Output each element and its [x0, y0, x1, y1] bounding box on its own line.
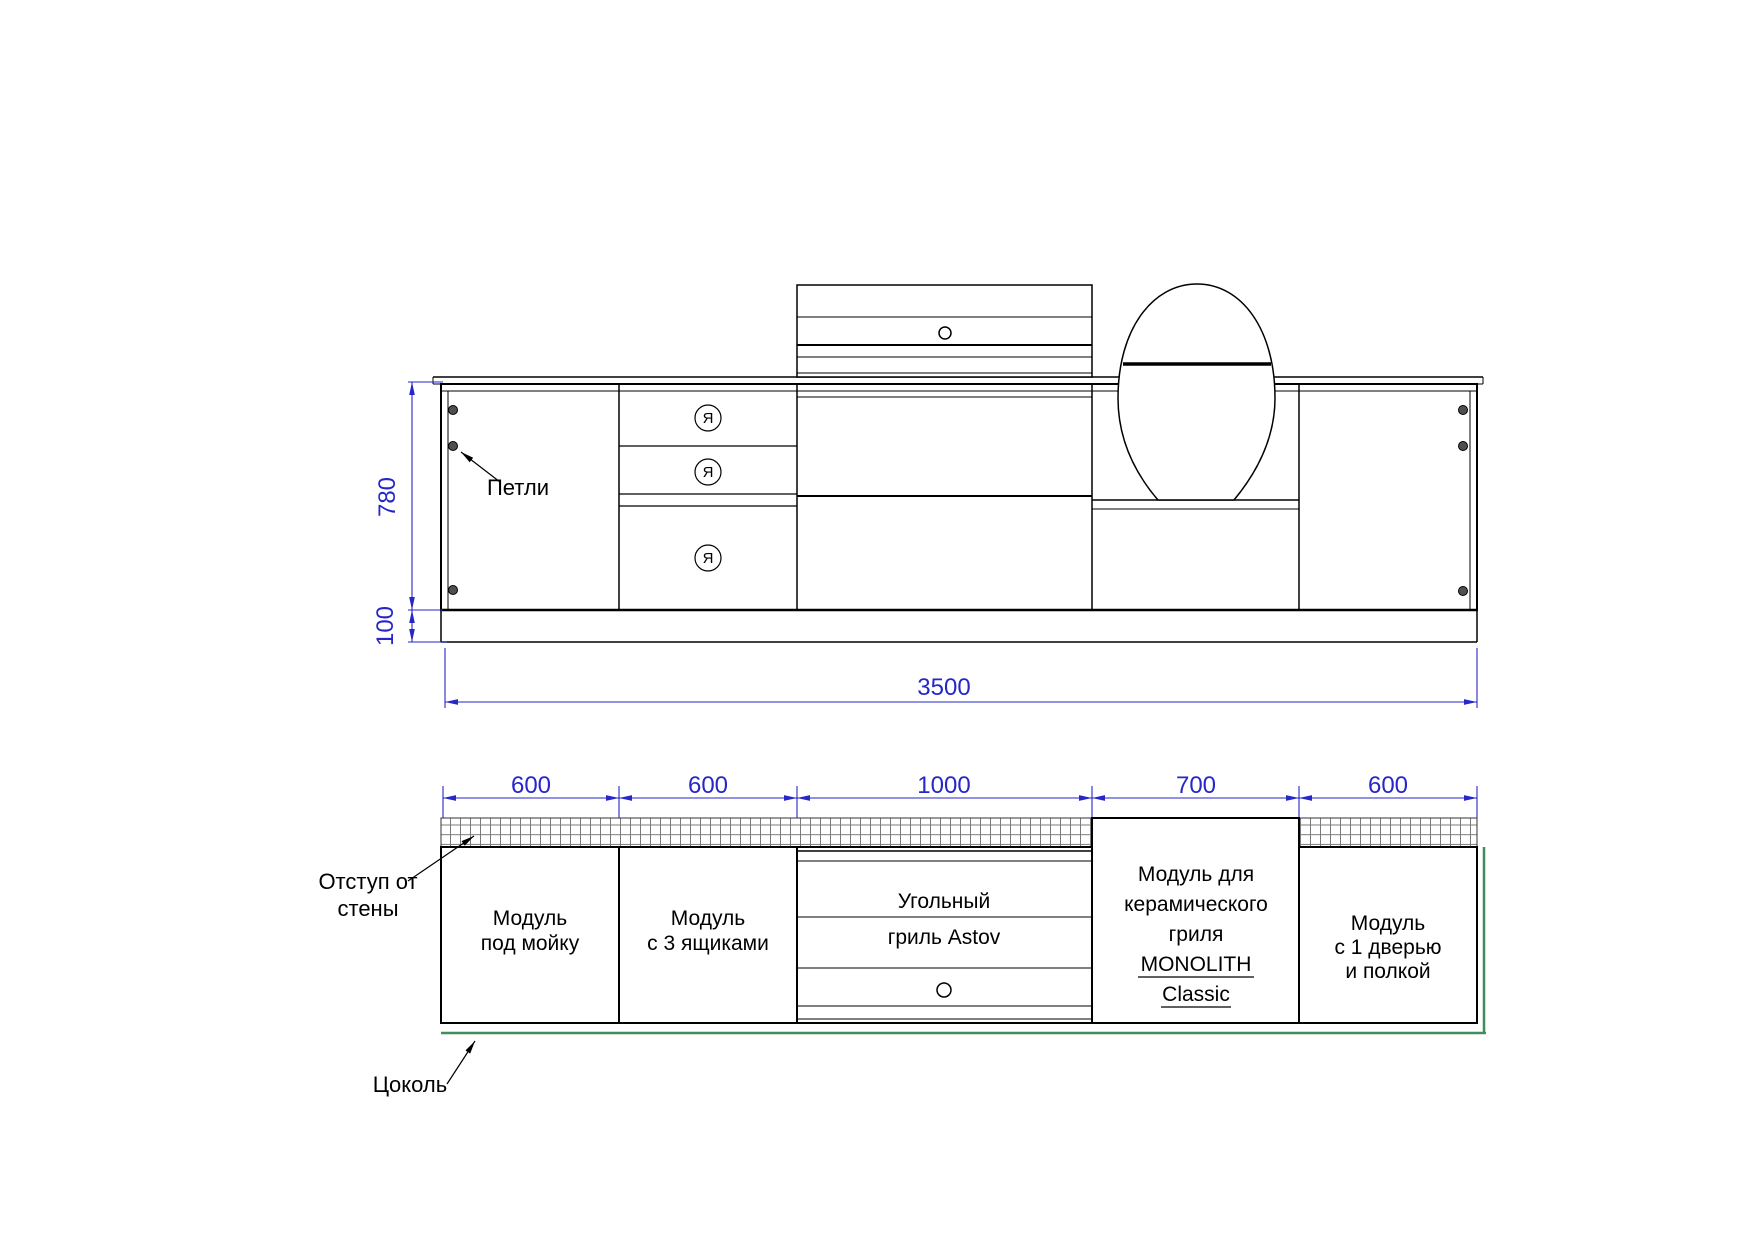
hinge-dot: [1459, 406, 1468, 415]
ceramic-label-line4: MONOLITH: [1140, 953, 1252, 976]
drawer-handle-symbol: Я: [702, 464, 714, 481]
dim-100: 100: [372, 605, 399, 647]
charcoal-grill-plan: [797, 851, 1092, 1019]
drawers-module-plan: [647, 907, 769, 955]
grill-label-line1: Угольный: [897, 890, 991, 913]
grill-label-line2: гриль Astov: [887, 926, 1001, 949]
dim-600-door: 600: [1367, 772, 1409, 799]
wall-offset-label-line2: стены: [337, 896, 399, 921]
drawers-module: [619, 405, 797, 571]
charcoal-grill-top: [797, 285, 1092, 377]
door-label-line2: с 1 дверью: [1334, 936, 1442, 959]
ceramic-label-line2: керамического: [1124, 893, 1268, 916]
hinge-dot: [449, 406, 458, 415]
hinge-dot: [449, 586, 458, 595]
dim-600-sink: 600: [510, 772, 552, 799]
plinth-label: Цоколь: [372, 1072, 448, 1097]
ceramic-label-line3: гриля: [1168, 923, 1224, 946]
ceramic-label-line5: Classic: [1162, 983, 1230, 1006]
plan-view: [318, 772, 1486, 1097]
dim-1000-grill: 1000: [917, 772, 971, 799]
ceramic-grill-module: [1092, 284, 1299, 509]
dimension-height: [372, 382, 447, 646]
wall-offset-callout: [318, 836, 474, 921]
hinges-callout: [461, 452, 549, 500]
plinth-callout: [373, 1041, 475, 1097]
elevation-view: [372, 284, 1483, 708]
drawers-label-line1: Модуль: [670, 907, 746, 930]
door-module-plan: [1334, 912, 1441, 983]
left-door-module: [448, 391, 458, 610]
right-door-module: [1459, 391, 1471, 610]
drawer-handle-symbol: Я: [702, 410, 714, 427]
sink-module-plan: [481, 907, 580, 955]
ceramic-label-line1: Модуль для: [1137, 863, 1255, 886]
dim-780: 780: [374, 476, 401, 518]
charcoal-grill-base: [797, 397, 1092, 496]
dim-700-ceramic: 700: [1175, 772, 1217, 799]
grill-knob-plan: [937, 983, 951, 997]
sink-label-line2: под мойку: [480, 932, 580, 955]
dim-3500: 3500: [917, 674, 971, 701]
hinge-dot: [1459, 587, 1468, 596]
ceramic-grill-plan: [1092, 818, 1299, 1023]
hinge-dot: [1459, 442, 1468, 451]
wall-offset-hatch: [441, 818, 1477, 847]
countertop: [433, 377, 1483, 384]
hinges-label: Петли: [486, 475, 550, 500]
door-label-line1: Модуль: [1350, 912, 1426, 935]
drawer-handle-symbol: Я: [702, 550, 714, 567]
wall-offset-label-line1: Отступ от: [318, 869, 418, 894]
door-label-line3: и полкой: [1345, 960, 1431, 983]
dim-600-drawers: 600: [687, 772, 729, 799]
hinge-dot: [449, 442, 458, 451]
drawers-label-line2: с 3 ящиками: [647, 932, 769, 955]
sink-label-line1: Модуль: [492, 907, 568, 930]
egg-grill-body: [1118, 284, 1275, 500]
dimension-total-width: [445, 648, 1477, 708]
plinth-band: [441, 610, 1477, 642]
